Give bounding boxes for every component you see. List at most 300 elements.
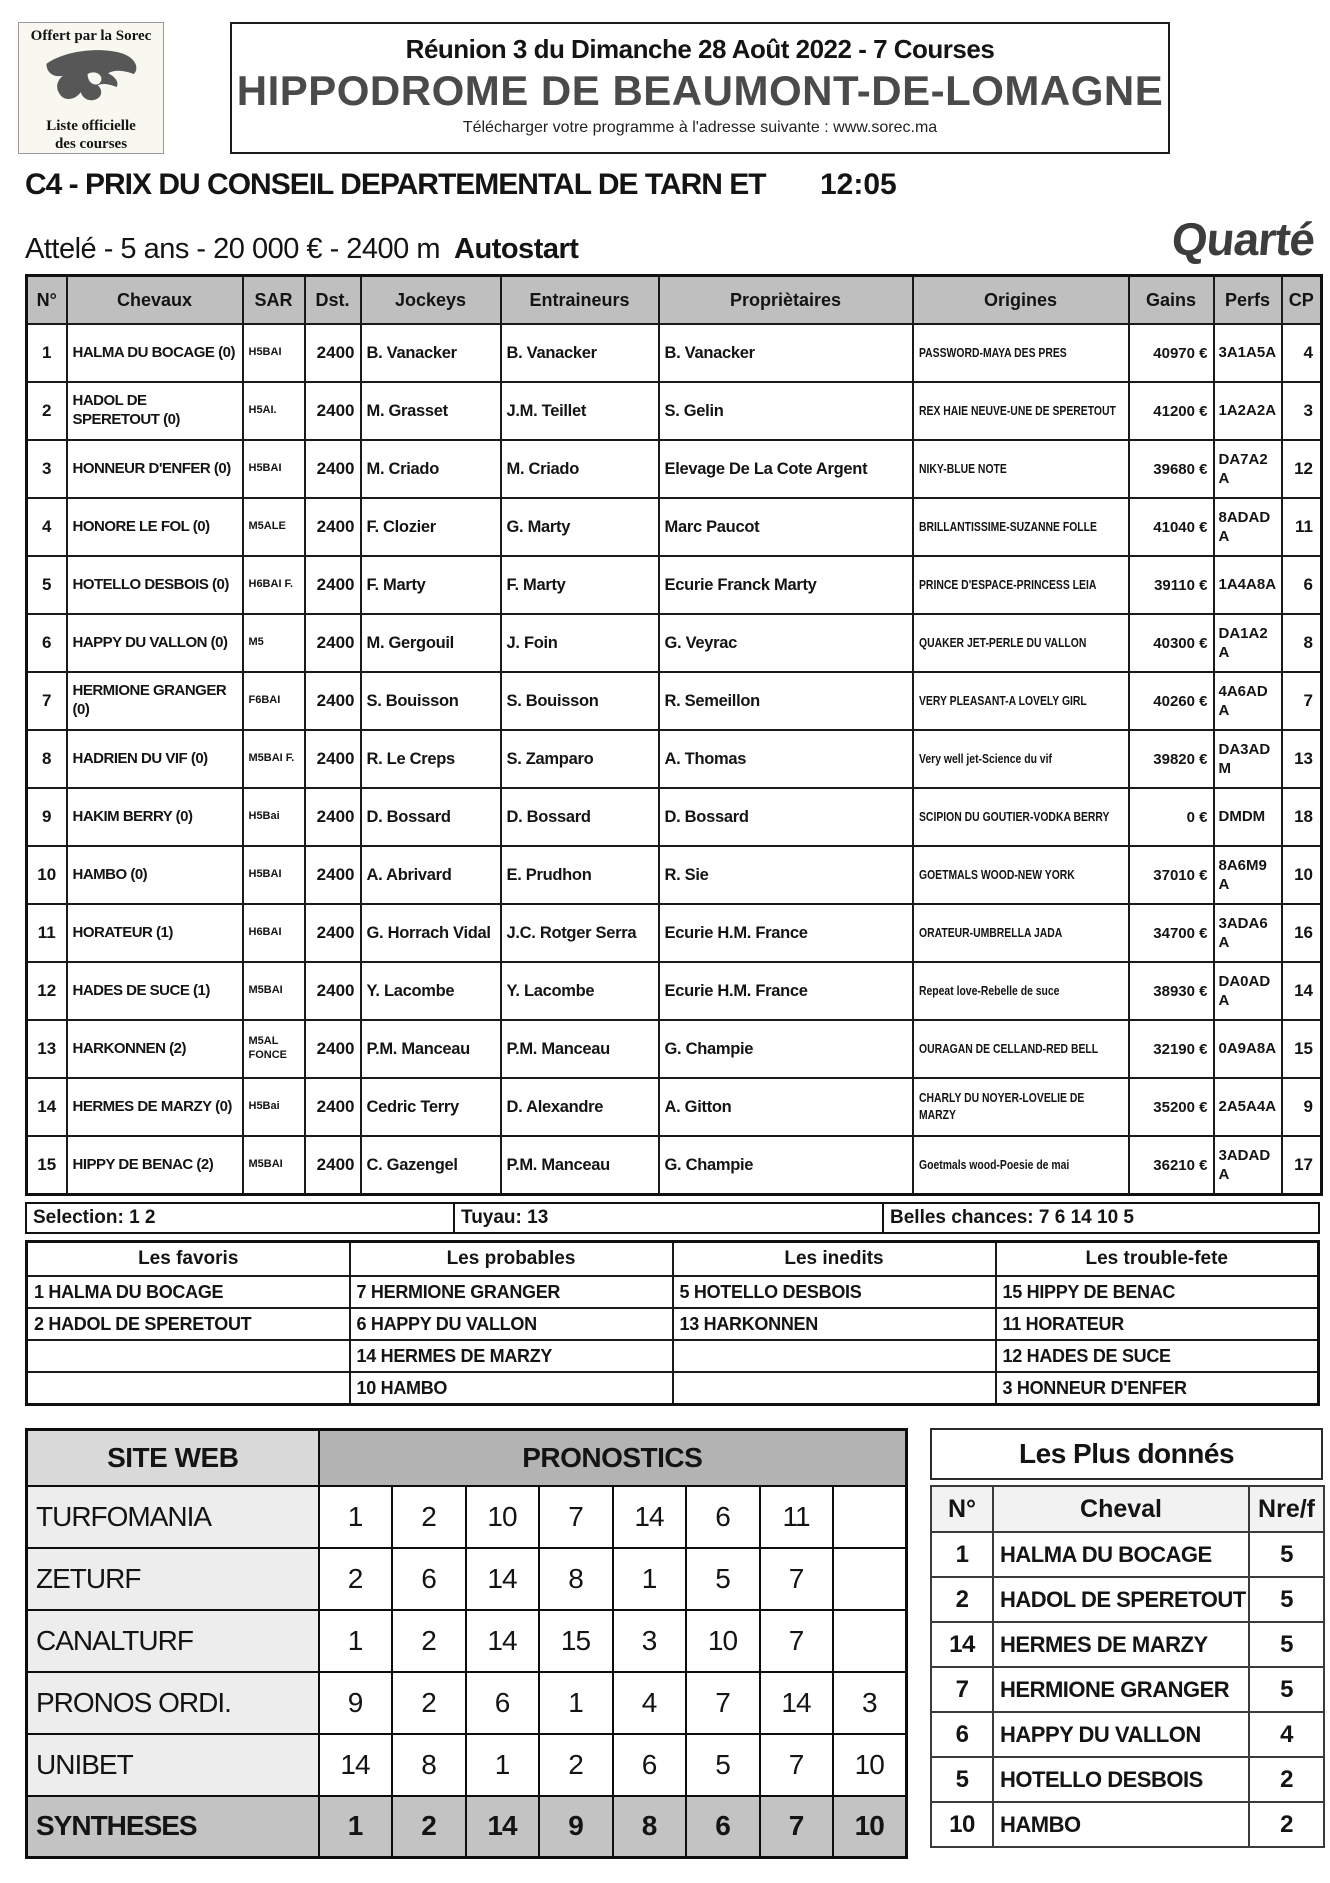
pd-count: 4 bbox=[1249, 1712, 1324, 1757]
probables-cell: 14 HERMES DE MARZY bbox=[350, 1340, 673, 1372]
plus-donnes-row bbox=[931, 1577, 1324, 1622]
runner-perfs: DA0ADA bbox=[1214, 962, 1282, 1020]
runner-horse: HONORE LE FOL (0) bbox=[67, 498, 243, 556]
picks-header bbox=[27, 1242, 1319, 1277]
pd-number: 10 bbox=[931, 1802, 993, 1847]
runner-horse: HAMBO (0) bbox=[67, 846, 243, 904]
pick-1: 1 bbox=[319, 1610, 392, 1672]
pd-horse: HAPPY DU VALLON bbox=[993, 1712, 1249, 1757]
runner-trainer: D. Alexandre bbox=[501, 1078, 659, 1136]
pick-6: 10 bbox=[686, 1610, 760, 1672]
pick-1: 14 bbox=[319, 1734, 392, 1796]
pd-horse: HALMA DU BOCAGE bbox=[993, 1532, 1249, 1577]
site-name: PRONOS ORDI. bbox=[27, 1672, 319, 1734]
col-trainers: Entraineurs bbox=[501, 276, 659, 325]
runner-sar: H5BAI bbox=[243, 324, 305, 382]
runner-sar: M5AL FONCE bbox=[243, 1020, 305, 1078]
runner-perfs: 3A1A5A bbox=[1214, 324, 1282, 382]
runner-gains: 34700 € bbox=[1129, 904, 1214, 962]
runner-gains: 40260 € bbox=[1129, 672, 1214, 730]
pd-horse: HERMIONE GRANGER bbox=[993, 1667, 1249, 1712]
runner-origins: OURAGAN DE CELLAND-RED BELL bbox=[913, 1020, 1129, 1078]
pronostics-title: PRONOSTICS bbox=[319, 1430, 907, 1486]
pd-number: 7 bbox=[931, 1667, 993, 1712]
race-conditions: Attelé - 5 ans - 20 000 € - 2400 m bbox=[25, 233, 441, 265]
runner-jockey: A. Abrivard bbox=[361, 846, 501, 904]
col-distance: Dst. bbox=[305, 276, 361, 325]
race-time: 12:05 bbox=[820, 168, 897, 201]
runner-trainer: Y. Lacombe bbox=[501, 962, 659, 1020]
runner-number: 2 bbox=[27, 382, 67, 440]
runner-gains: 41200 € bbox=[1129, 382, 1214, 440]
pronostics-header bbox=[27, 1430, 907, 1486]
runner-number: 10 bbox=[27, 846, 67, 904]
runner-trainer: S. Bouisson bbox=[501, 672, 659, 730]
runner-distance: 2400 bbox=[305, 614, 361, 672]
runner-owner: G. Champie bbox=[659, 1020, 913, 1078]
runner-row bbox=[27, 904, 1322, 962]
race-conditions-row bbox=[25, 208, 1320, 266]
runner-horse: HADES DE SUCE (1) bbox=[67, 962, 243, 1020]
pick-8 bbox=[833, 1610, 907, 1672]
plus-donnes-row bbox=[931, 1532, 1324, 1577]
runner-cp: 18 bbox=[1282, 788, 1322, 846]
runner-gains: 38930 € bbox=[1129, 962, 1214, 1020]
runner-gains: 36210 € bbox=[1129, 1136, 1214, 1195]
runner-number: 6 bbox=[27, 614, 67, 672]
col-pd-count: Nre/f bbox=[1249, 1486, 1324, 1532]
pd-count: 5 bbox=[1249, 1532, 1324, 1577]
probables-cell: 6 HAPPY DU VALLON bbox=[350, 1308, 673, 1340]
col-horses: Chevaux bbox=[67, 276, 243, 325]
runner-distance: 2400 bbox=[305, 440, 361, 498]
runner-origins: SCIPION DU GOUTIER-VODKA BERRY bbox=[913, 788, 1129, 846]
trouble-fete-cell: 15 HIPPY DE BENAC bbox=[996, 1276, 1319, 1308]
runner-perfs: 1A4A8A bbox=[1214, 556, 1282, 614]
site-web-header: SITE WEB bbox=[27, 1430, 319, 1486]
runner-sar: H5Bai bbox=[243, 1078, 305, 1136]
pd-number: 5 bbox=[931, 1757, 993, 1802]
pick-4: 15 bbox=[539, 1610, 613, 1672]
favoris-cell bbox=[27, 1340, 350, 1372]
pd-count: 2 bbox=[1249, 1757, 1324, 1802]
col-cp: CP bbox=[1282, 276, 1322, 325]
runner-number: 8 bbox=[27, 730, 67, 788]
pd-horse: HOTELLO DESBOIS bbox=[993, 1757, 1249, 1802]
picks-row bbox=[27, 1372, 1319, 1405]
runner-gains: 39820 € bbox=[1129, 730, 1214, 788]
runner-distance: 2400 bbox=[305, 962, 361, 1020]
site-name: TURFOMANIA bbox=[27, 1486, 319, 1548]
runner-cp: 11 bbox=[1282, 498, 1322, 556]
runner-origins: ORATEUR-UMBRELLA JADA bbox=[913, 904, 1129, 962]
runner-number: 3 bbox=[27, 440, 67, 498]
runner-sar: H5BAI bbox=[243, 440, 305, 498]
runner-jockey: G. Horrach Vidal bbox=[361, 904, 501, 962]
col-perfs: Perfs bbox=[1214, 276, 1282, 325]
pd-horse: HADOL DE SPERETOUT bbox=[993, 1577, 1249, 1622]
picks-body bbox=[27, 1276, 1319, 1405]
runner-row bbox=[27, 1078, 1322, 1136]
runner-perfs: DA1A2A bbox=[1214, 614, 1282, 672]
col-number: N° bbox=[27, 276, 67, 325]
probables-cell: 7 HERMIONE GRANGER bbox=[350, 1276, 673, 1308]
pick-5: 3 bbox=[613, 1610, 686, 1672]
runner-gains: 0 € bbox=[1129, 788, 1214, 846]
favoris-cell: 2 HADOL DE SPERETOUT bbox=[27, 1308, 350, 1340]
runner-horse: HERMIONE GRANGER (0) bbox=[67, 672, 243, 730]
pd-horse: HAMBO bbox=[993, 1802, 1249, 1847]
inedits-cell: 5 HOTELLO DESBOIS bbox=[673, 1276, 996, 1308]
runner-owner: A. Gitton bbox=[659, 1078, 913, 1136]
site-name: CANALTURF bbox=[27, 1610, 319, 1672]
runner-origins: QUAKER JET-PERLE DU VALLON bbox=[913, 614, 1129, 672]
pick-2: 8 bbox=[392, 1734, 466, 1796]
runner-origins: NIKY-BLUE NOTE bbox=[913, 440, 1129, 498]
runner-horse: HONNEUR D'ENFER (0) bbox=[67, 440, 243, 498]
pd-count: 5 bbox=[1249, 1622, 1324, 1667]
pd-number: 1 bbox=[931, 1532, 993, 1577]
runner-number: 12 bbox=[27, 962, 67, 1020]
picks-table bbox=[25, 1240, 1320, 1406]
runner-row bbox=[27, 1020, 1322, 1078]
runner-owner: D. Bossard bbox=[659, 788, 913, 846]
runner-perfs: DA3ADM bbox=[1214, 730, 1282, 788]
pd-number: 2 bbox=[931, 1577, 993, 1622]
runner-origins: Goetmals wood-Poesie de mai bbox=[913, 1136, 1129, 1195]
pd-number: 6 bbox=[931, 1712, 993, 1757]
tuyau-cell: Tuyau: 13 bbox=[455, 1202, 884, 1234]
runner-cp: 3 bbox=[1282, 382, 1322, 440]
pick-2: 2 bbox=[392, 1672, 466, 1734]
venue-title: HIPPODROME DE BEAUMONT-DE-LOMAGNE bbox=[236, 67, 1164, 114]
runner-owner: B. Vanacker bbox=[659, 324, 913, 382]
pick-5: 14 bbox=[613, 1486, 686, 1548]
runner-trainer: E. Prudhon bbox=[501, 846, 659, 904]
runner-row bbox=[27, 962, 1322, 1020]
runner-perfs: 1A2A2A bbox=[1214, 382, 1282, 440]
runner-row bbox=[27, 556, 1322, 614]
pick-7: 7 bbox=[760, 1548, 833, 1610]
runner-gains: 40300 € bbox=[1129, 614, 1214, 672]
runner-owner: G. Veyrac bbox=[659, 614, 913, 672]
runner-cp: 7 bbox=[1282, 672, 1322, 730]
col-probables: Les probables bbox=[350, 1242, 673, 1277]
runner-sar: M5 bbox=[243, 614, 305, 672]
runner-cp: 6 bbox=[1282, 556, 1322, 614]
runner-sar: H5Bai bbox=[243, 788, 305, 846]
runner-row bbox=[27, 672, 1322, 730]
inedits-cell bbox=[673, 1372, 996, 1405]
col-favoris: Les favoris bbox=[27, 1242, 350, 1277]
runner-origins: REX HAIE NEUVE-UNE DE SPERETOUT bbox=[913, 382, 1129, 440]
pick-8: 10 bbox=[833, 1734, 907, 1796]
pick-7: 7 bbox=[760, 1610, 833, 1672]
trouble-fete-cell: 11 HORATEUR bbox=[996, 1308, 1319, 1340]
runner-trainer: S. Zamparo bbox=[501, 730, 659, 788]
runner-jockey: F. Clozier bbox=[361, 498, 501, 556]
pd-count: 5 bbox=[1249, 1667, 1324, 1712]
runner-perfs: 2A5A4A bbox=[1214, 1078, 1282, 1136]
picks-row bbox=[27, 1340, 1319, 1372]
pick-1: 9 bbox=[319, 1672, 392, 1734]
runner-origins: BRILLANTISSIME-SUZANNE FOLLE bbox=[913, 498, 1129, 556]
site-name: ZETURF bbox=[27, 1548, 319, 1610]
race-title: C4 - PRIX DU CONSEIL DEPARTEMENTAL DE TARN ET bbox=[25, 168, 766, 201]
runner-horse: HADOL DE SPERETOUT (0) bbox=[67, 382, 243, 440]
runner-origins: PRINCE D'ESPACE-PRINCESS LEIA bbox=[913, 556, 1129, 614]
runner-cp: 9 bbox=[1282, 1078, 1322, 1136]
runner-gains: 39680 € bbox=[1129, 440, 1214, 498]
pronostic-row bbox=[27, 1672, 907, 1734]
site-name: UNIBET bbox=[27, 1734, 319, 1796]
pick-6: 7 bbox=[686, 1672, 760, 1734]
meeting-line: Réunion 3 du Dimanche 28 Août 2022 - 7 Courses bbox=[405, 34, 995, 64]
sorec-logo bbox=[18, 22, 164, 154]
runner-jockey: F. Marty bbox=[361, 556, 501, 614]
runner-jockey: P.M. Manceau bbox=[361, 1020, 501, 1078]
col-jockeys: Jockeys bbox=[361, 276, 501, 325]
runner-origins: PASSWORD-MAYA DES PRES bbox=[913, 324, 1129, 382]
runner-distance: 2400 bbox=[305, 382, 361, 440]
runner-trainer: P.M. Manceau bbox=[501, 1020, 659, 1078]
probables-cell: 10 HAMBO bbox=[350, 1372, 673, 1405]
pd-count: 2 bbox=[1249, 1802, 1324, 1847]
runner-sar: F6BAI bbox=[243, 672, 305, 730]
pick-5: 4 bbox=[613, 1672, 686, 1734]
runner-owner: R. Semeillon bbox=[659, 672, 913, 730]
race-title-row bbox=[25, 168, 1320, 204]
pick-2: 2 bbox=[392, 1610, 466, 1672]
pick-3: 1 bbox=[466, 1734, 539, 1796]
pick-8: 3 bbox=[833, 1672, 907, 1734]
runner-trainer: J. Foin bbox=[501, 614, 659, 672]
runner-distance: 2400 bbox=[305, 556, 361, 614]
runner-trainer: P.M. Manceau bbox=[501, 1136, 659, 1195]
runner-perfs: 3ADADA bbox=[1214, 1136, 1282, 1195]
runner-cp: 16 bbox=[1282, 904, 1322, 962]
runner-perfs: 8A6M9A bbox=[1214, 846, 1282, 904]
program-title-box bbox=[230, 22, 1170, 154]
runner-number: 15 bbox=[27, 1136, 67, 1195]
runner-horse: HALMA DU BOCAGE (0) bbox=[67, 324, 243, 382]
runner-jockey: C. Gazengel bbox=[361, 1136, 501, 1195]
pick-2: 2 bbox=[392, 1486, 466, 1548]
runner-sar: M5BAI F. bbox=[243, 730, 305, 788]
logo-bottom-text-1: Liste officielle bbox=[46, 118, 136, 134]
runner-cp: 8 bbox=[1282, 614, 1322, 672]
runner-jockey: D. Bossard bbox=[361, 788, 501, 846]
runner-jockey: R. Le Creps bbox=[361, 730, 501, 788]
runner-distance: 2400 bbox=[305, 1078, 361, 1136]
runner-trainer: J.M. Teillet bbox=[501, 382, 659, 440]
runner-row bbox=[27, 1136, 1322, 1195]
pronostics-table bbox=[25, 1428, 908, 1859]
runner-jockey: M. Gergouil bbox=[361, 614, 501, 672]
trouble-fete-cell: 3 HONNEUR D'ENFER bbox=[996, 1372, 1319, 1405]
runner-sar: H6BAI bbox=[243, 904, 305, 962]
pronostic-row bbox=[27, 1610, 907, 1672]
pick-2: 6 bbox=[392, 1548, 466, 1610]
runner-row bbox=[27, 382, 1322, 440]
runner-horse: HAKIM BERRY (0) bbox=[67, 788, 243, 846]
col-pd-number: N° bbox=[931, 1486, 993, 1532]
runner-sar: H6BAI F. bbox=[243, 556, 305, 614]
col-owners: Propriètaires bbox=[659, 276, 913, 325]
runner-row bbox=[27, 788, 1322, 846]
runner-owner: S. Gelin bbox=[659, 382, 913, 440]
runner-owner: Ecurie Franck Marty bbox=[659, 556, 913, 614]
pick-6: 5 bbox=[686, 1734, 760, 1796]
pronostic-row bbox=[27, 1548, 907, 1610]
col-gains: Gains bbox=[1129, 276, 1214, 325]
runner-trainer: D. Bossard bbox=[501, 788, 659, 846]
pick-4: 8 bbox=[539, 1548, 613, 1610]
pd-horse: HERMES DE MARZY bbox=[993, 1622, 1249, 1667]
pick-6: 5 bbox=[686, 1548, 760, 1610]
runner-horse: HIPPY DE BENAC (2) bbox=[67, 1136, 243, 1195]
runner-perfs: 0A9A8A bbox=[1214, 1020, 1282, 1078]
plus-donnes-body bbox=[931, 1532, 1324, 1847]
runner-distance: 2400 bbox=[305, 904, 361, 962]
runner-jockey: M. Grasset bbox=[361, 382, 501, 440]
trouble-fete-cell: 12 HADES DE SUCE bbox=[996, 1340, 1319, 1372]
pick-3: 14 bbox=[466, 1610, 539, 1672]
pd-number: 14 bbox=[931, 1622, 993, 1667]
runner-number: 4 bbox=[27, 498, 67, 556]
runner-owner: Ecurie H.M. France bbox=[659, 962, 913, 1020]
plus-donnes-header bbox=[931, 1486, 1324, 1532]
runner-number: 7 bbox=[27, 672, 67, 730]
bottom-section bbox=[25, 1428, 1320, 1859]
download-line: Télécharger votre programme à l'adresse suivante : www.sorec.ma bbox=[462, 119, 938, 136]
runners-body bbox=[27, 324, 1322, 1195]
pick-5: 6 bbox=[613, 1734, 686, 1796]
belles-chances-cell: Belles chances: 7 6 14 10 5 bbox=[884, 1202, 1320, 1234]
col-sar: SAR bbox=[243, 276, 305, 325]
pick-4: 7 bbox=[539, 1486, 613, 1548]
pronostic-row bbox=[27, 1734, 907, 1796]
runner-jockey: S. Bouisson bbox=[361, 672, 501, 730]
pick-8: 10 bbox=[833, 1796, 907, 1858]
bet-type-badge: Quarté bbox=[1169, 213, 1317, 265]
pick-3: 14 bbox=[466, 1796, 539, 1858]
pick-8 bbox=[833, 1548, 907, 1610]
pick-8 bbox=[833, 1486, 907, 1548]
runner-trainer: F. Marty bbox=[501, 556, 659, 614]
plus-donnes-title: Les Plus donnés bbox=[930, 1428, 1323, 1480]
pick-4: 9 bbox=[539, 1796, 613, 1858]
runner-cp: 4 bbox=[1282, 324, 1322, 382]
runner-perfs: DMDM bbox=[1214, 788, 1282, 846]
col-inedits: Les inedits bbox=[673, 1242, 996, 1277]
pick-7: 14 bbox=[760, 1672, 833, 1734]
runner-sar: M5BAI bbox=[243, 1136, 305, 1195]
pick-3: 6 bbox=[466, 1672, 539, 1734]
runner-row bbox=[27, 324, 1322, 382]
runner-distance: 2400 bbox=[305, 846, 361, 904]
horse-logo-icon bbox=[33, 45, 149, 117]
site-name: SYNTHESES bbox=[27, 1796, 319, 1858]
runner-cp: 10 bbox=[1282, 846, 1322, 904]
runner-sar: H5BAI bbox=[243, 846, 305, 904]
runner-owner: Elevage De La Cote Argent bbox=[659, 440, 913, 498]
pick-7: 7 bbox=[760, 1796, 833, 1858]
pick-5: 8 bbox=[613, 1796, 686, 1858]
pick-4: 1 bbox=[539, 1672, 613, 1734]
page-header bbox=[25, 22, 1320, 154]
col-pd-horse: Cheval bbox=[993, 1486, 1249, 1532]
picks-row bbox=[27, 1308, 1319, 1340]
runner-perfs: 3ADA6A bbox=[1214, 904, 1282, 962]
pick-7: 11 bbox=[760, 1486, 833, 1548]
logo-bottom-text-2: des courses bbox=[54, 136, 128, 152]
runner-perfs: 8ADADA bbox=[1214, 498, 1282, 556]
favoris-cell bbox=[27, 1372, 350, 1405]
runner-gains: 39110 € bbox=[1129, 556, 1214, 614]
plus-donnes-table bbox=[930, 1485, 1325, 1848]
runner-gains: 40970 € bbox=[1129, 324, 1214, 382]
runner-horse: HERMES DE MARZY (0) bbox=[67, 1078, 243, 1136]
runner-distance: 2400 bbox=[305, 1136, 361, 1195]
runner-cp: 14 bbox=[1282, 962, 1322, 1020]
runner-owner: Ecurie H.M. France bbox=[659, 904, 913, 962]
runner-sar: M5BAI bbox=[243, 962, 305, 1020]
favoris-cell: 1 HALMA DU BOCAGE bbox=[27, 1276, 350, 1308]
runner-gains: 32190 € bbox=[1129, 1020, 1214, 1078]
pick-1: 2 bbox=[319, 1548, 392, 1610]
runner-horse: HADRIEN DU VIF (0) bbox=[67, 730, 243, 788]
runner-row bbox=[27, 440, 1322, 498]
runner-perfs: 4A6ADA bbox=[1214, 672, 1282, 730]
runner-row bbox=[27, 730, 1322, 788]
pick-1: 1 bbox=[319, 1796, 392, 1858]
runner-number: 13 bbox=[27, 1020, 67, 1078]
pick-5: 1 bbox=[613, 1548, 686, 1610]
plus-donnes-row bbox=[931, 1622, 1324, 1667]
runner-owner: A. Thomas bbox=[659, 730, 913, 788]
runner-trainer: G. Marty bbox=[501, 498, 659, 556]
runner-number: 14 bbox=[27, 1078, 67, 1136]
plus-donnes-row bbox=[931, 1667, 1324, 1712]
start-type: Autostart bbox=[454, 233, 579, 265]
col-origins: Origines bbox=[913, 276, 1129, 325]
selection-cell: Selection: 1 2 bbox=[25, 1202, 455, 1234]
runner-horse: HORATEUR (1) bbox=[67, 904, 243, 962]
runner-trainer: M. Criado bbox=[501, 440, 659, 498]
pronostic-row bbox=[27, 1486, 907, 1548]
pronostics-body bbox=[27, 1486, 907, 1858]
runner-distance: 2400 bbox=[305, 730, 361, 788]
runner-horse: HARKONNEN (2) bbox=[67, 1020, 243, 1078]
pick-6: 6 bbox=[686, 1486, 760, 1548]
runner-origins: GOETMALS WOOD-NEW YORK bbox=[913, 846, 1129, 904]
pick-3: 10 bbox=[466, 1486, 539, 1548]
runners-header bbox=[27, 276, 1322, 325]
selection-bar bbox=[25, 1202, 1320, 1234]
plus-donnes-row bbox=[931, 1802, 1324, 1847]
runner-sar: H5AI. bbox=[243, 382, 305, 440]
runner-jockey: Cedric Terry bbox=[361, 1078, 501, 1136]
pick-1: 1 bbox=[319, 1486, 392, 1548]
runner-number: 11 bbox=[27, 904, 67, 962]
runner-distance: 2400 bbox=[305, 788, 361, 846]
runner-cp: 17 bbox=[1282, 1136, 1322, 1195]
runner-origins: Very well jet-Science du vif bbox=[913, 730, 1129, 788]
runner-distance: 2400 bbox=[305, 498, 361, 556]
runner-horse: HOTELLO DESBOIS (0) bbox=[67, 556, 243, 614]
runner-row bbox=[27, 498, 1322, 556]
